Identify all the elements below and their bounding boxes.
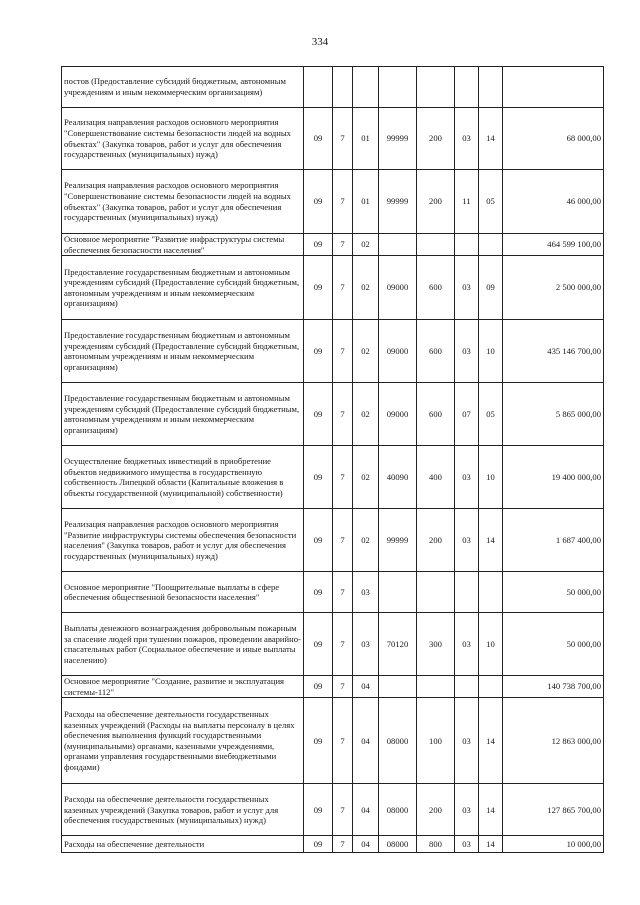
code-expense-type-cell	[417, 572, 455, 613]
table-row	[62, 509, 604, 572]
row-name-cell: Основное мероприятие "Поощрительные выплаты в сфере обеспечения общественной безопасности населения"	[62, 572, 304, 613]
code-section-cell	[455, 234, 479, 256]
row-name-cell: Предоставление государственным бюджетным и автономным учреждениям субсидий (Предоставление субсидий бюджетным, автономным учреждениям и иным некоммерческим организациям)	[62, 256, 304, 320]
amount-cell: 19 400 000,00	[503, 446, 604, 509]
code-direction-cell: 09000	[379, 320, 417, 383]
table-row	[62, 784, 604, 836]
code-om-cell: 02	[353, 509, 379, 572]
code-gp-cell: 09	[304, 446, 333, 509]
code-expense-type-cell: 200	[417, 784, 455, 836]
page-number: 334	[311, 36, 329, 48]
code-direction-cell	[379, 676, 417, 698]
code-subsection-cell: 14	[479, 836, 503, 853]
code-expense-type-cell: 200	[417, 170, 455, 234]
code-gp-cell	[304, 67, 333, 108]
code-direction-cell	[379, 572, 417, 613]
code-pp-cell: 7	[333, 572, 353, 613]
row-name-cell: Расходы на обеспечение деятельности	[62, 836, 304, 853]
code-expense-type-cell: 800	[417, 836, 455, 853]
code-om-cell: 02	[353, 320, 379, 383]
amount-cell: 464 599 100,00	[503, 234, 604, 256]
code-expense-type-cell: 100	[417, 698, 455, 784]
code-direction-cell: 08000	[379, 698, 417, 784]
table-row	[62, 676, 604, 698]
table-row	[62, 698, 604, 784]
row-name-cell: Расходы на обеспечение деятельности государственных казенных учреждений (Расходы на выплаты персоналу в целях обеспечения выполнения функций государственными (муниципальными) органами, казенными учреждениями, органами управления государственными внебюджетными фондами)	[62, 698, 304, 784]
code-section-cell	[455, 572, 479, 613]
amount-cell: 435 146 700,00	[503, 320, 604, 383]
row-name-cell: Основное мероприятие "Развитие инфраструктуры системы обеспечения безопасности населения"	[62, 234, 304, 256]
code-section-cell: 03	[455, 613, 479, 676]
code-pp-cell: 7	[333, 256, 353, 320]
code-section-cell: 07	[455, 383, 479, 446]
code-subsection-cell	[479, 234, 503, 256]
amount-cell: 1 687 400,00	[503, 509, 604, 572]
row-name-cell: Основное мероприятие "Создание, развитие и эксплуатация системы-112"	[62, 676, 304, 698]
row-name-cell: Реализация направления расходов основного мероприятия "Совершенствование системы безопасности людей на водных объектах" (Закупка товаров, работ и услуг для обеспечения государственных (муниципальных) нужд)	[62, 108, 304, 170]
table-row	[62, 836, 604, 853]
row-name-cell: Предоставление государственным бюджетным и автономным учреждениям субсидий (Предоставление субсидий бюджетным, автономным учреждениям и иным некоммерческим организациям)	[62, 383, 304, 446]
code-gp-cell: 09	[304, 256, 333, 320]
amount-cell: 10 000,00	[503, 836, 604, 853]
code-direction-cell: 08000	[379, 784, 417, 836]
amount-cell: 46 000,00	[503, 170, 604, 234]
code-gp-cell: 09	[304, 836, 333, 853]
table-row	[62, 446, 604, 509]
code-subsection-cell: 09	[479, 256, 503, 320]
amount-cell: 12 863 000,00	[503, 698, 604, 784]
code-expense-type-cell: 600	[417, 383, 455, 446]
code-om-cell: 02	[353, 234, 379, 256]
table-row	[62, 108, 604, 170]
code-subsection-cell: 05	[479, 170, 503, 234]
code-expense-type-cell: 300	[417, 613, 455, 676]
code-pp-cell: 7	[333, 234, 353, 256]
table-body	[62, 67, 604, 853]
code-om-cell: 03	[353, 613, 379, 676]
table-row	[62, 572, 604, 613]
code-direction-cell	[379, 67, 417, 108]
code-direction-cell: 09000	[379, 383, 417, 446]
code-subsection-cell	[479, 572, 503, 613]
code-om-cell: 04	[353, 836, 379, 853]
code-expense-type-cell: 600	[417, 256, 455, 320]
code-section-cell: 03	[455, 446, 479, 509]
code-gp-cell: 09	[304, 234, 333, 256]
row-name-cell: постов (Предоставление субсидий бюджетным, автономным учреждениям и иным некоммерческим организациям)	[62, 67, 304, 108]
amount-cell: 127 865 700,00	[503, 784, 604, 836]
code-subsection-cell: 14	[479, 784, 503, 836]
code-section-cell: 03	[455, 698, 479, 784]
code-gp-cell: 09	[304, 676, 333, 698]
code-subsection-cell: 05	[479, 383, 503, 446]
table-row	[62, 234, 604, 256]
code-direction-cell: 40090	[379, 446, 417, 509]
code-section-cell: 03	[455, 836, 479, 853]
code-om-cell: 03	[353, 572, 379, 613]
code-section-cell	[455, 676, 479, 698]
code-expense-type-cell	[417, 676, 455, 698]
code-pp-cell: 7	[333, 509, 353, 572]
code-om-cell: 02	[353, 383, 379, 446]
code-direction-cell: 70120	[379, 613, 417, 676]
code-direction-cell: 99999	[379, 108, 417, 170]
code-gp-cell: 09	[304, 784, 333, 836]
code-gp-cell: 09	[304, 383, 333, 446]
code-pp-cell	[333, 67, 353, 108]
code-direction-cell	[379, 234, 417, 256]
table-row	[62, 613, 604, 676]
code-expense-type-cell: 200	[417, 509, 455, 572]
row-name-cell: Предоставление государственным бюджетным и автономным учреждениям субсидий (Предоставление субсидий бюджетным, автономным учреждениям и иным некоммерческим организациям)	[62, 320, 304, 383]
code-om-cell: 04	[353, 784, 379, 836]
code-direction-cell: 99999	[379, 509, 417, 572]
code-om-cell: 04	[353, 676, 379, 698]
code-pp-cell: 7	[333, 836, 353, 853]
code-om-cell: 02	[353, 256, 379, 320]
code-om-cell: 01	[353, 170, 379, 234]
code-subsection-cell: 10	[479, 446, 503, 509]
code-om-cell	[353, 67, 379, 108]
code-om-cell: 02	[353, 446, 379, 509]
code-pp-cell: 7	[333, 784, 353, 836]
row-name-cell: Расходы на обеспечение деятельности государственных казенных учреждений (Закупка товаров, работ и услуг для обеспечения государственных (муниципальных) нужд)	[62, 784, 304, 836]
code-pp-cell: 7	[333, 383, 353, 446]
code-expense-type-cell	[417, 234, 455, 256]
amount-cell: 5 865 000,00	[503, 383, 604, 446]
amount-cell: 50 000,00	[503, 572, 604, 613]
table-row	[62, 256, 604, 320]
amount-cell: 68 000,00	[503, 108, 604, 170]
code-pp-cell: 7	[333, 108, 353, 170]
code-gp-cell: 09	[304, 170, 333, 234]
amount-cell	[503, 67, 604, 108]
code-direction-cell: 08000	[379, 836, 417, 853]
code-pp-cell: 7	[333, 613, 353, 676]
code-section-cell: 03	[455, 108, 479, 170]
amount-cell: 140 738 700,00	[503, 676, 604, 698]
code-pp-cell: 7	[333, 320, 353, 383]
code-gp-cell: 09	[304, 108, 333, 170]
code-section-cell: 03	[455, 509, 479, 572]
code-subsection-cell: 14	[479, 698, 503, 784]
code-subsection-cell: 14	[479, 509, 503, 572]
amount-cell: 2 500 000,00	[503, 256, 604, 320]
code-pp-cell: 7	[333, 698, 353, 784]
code-subsection-cell	[479, 67, 503, 108]
amount-cell: 50 000,00	[503, 613, 604, 676]
code-om-cell: 04	[353, 698, 379, 784]
code-direction-cell: 99999	[379, 170, 417, 234]
code-subsection-cell	[479, 676, 503, 698]
code-pp-cell: 7	[333, 170, 353, 234]
code-gp-cell: 09	[304, 509, 333, 572]
code-gp-cell: 09	[304, 572, 333, 613]
table-row	[62, 320, 604, 383]
row-name-cell: Реализация направления расходов основного мероприятия "Развитие инфраструктуры системы обеспечения безопасности населения" (Закупка товаров, работ и услуг для обеспечения государственных (муниципальных) нужд)	[62, 509, 304, 572]
code-pp-cell: 7	[333, 446, 353, 509]
code-subsection-cell: 14	[479, 108, 503, 170]
code-expense-type-cell: 200	[417, 108, 455, 170]
row-name-cell: Выплаты денежного вознаграждения добровольным пожарным за спасение людей при тушении пожаров, проведении аварийно-спасательных работ (Социальное обеспечение и иные выплаты населению)	[62, 613, 304, 676]
code-om-cell: 01	[353, 108, 379, 170]
row-name-cell: Осуществление бюджетных инвестиций в приобретение объектов недвижимого имущества в государственную собственность Липецкой области (Капитальные вложения в объекты государственной (муниципальной) собственности)	[62, 446, 304, 509]
code-expense-type-cell: 600	[417, 320, 455, 383]
code-subsection-cell: 10	[479, 613, 503, 676]
code-pp-cell: 7	[333, 676, 353, 698]
code-expense-type-cell: 400	[417, 446, 455, 509]
code-subsection-cell: 10	[479, 320, 503, 383]
table-row	[62, 383, 604, 446]
code-section-cell	[455, 67, 479, 108]
code-section-cell: 03	[455, 256, 479, 320]
table-row	[62, 170, 604, 234]
code-section-cell: 03	[455, 320, 479, 383]
code-direction-cell: 09000	[379, 256, 417, 320]
code-gp-cell: 09	[304, 698, 333, 784]
code-gp-cell: 09	[304, 613, 333, 676]
code-expense-type-cell	[417, 67, 455, 108]
row-name-cell: Реализация направления расходов основного мероприятия "Совершенствование системы безопасности людей на водных объектах" (Закупка товаров, работ и услуг для обеспечения государственных (муниципальных) нужд)	[62, 170, 304, 234]
code-gp-cell: 09	[304, 320, 333, 383]
code-section-cell: 11	[455, 170, 479, 234]
code-section-cell: 03	[455, 784, 479, 836]
budget-table	[61, 66, 604, 853]
table-row	[62, 67, 604, 108]
